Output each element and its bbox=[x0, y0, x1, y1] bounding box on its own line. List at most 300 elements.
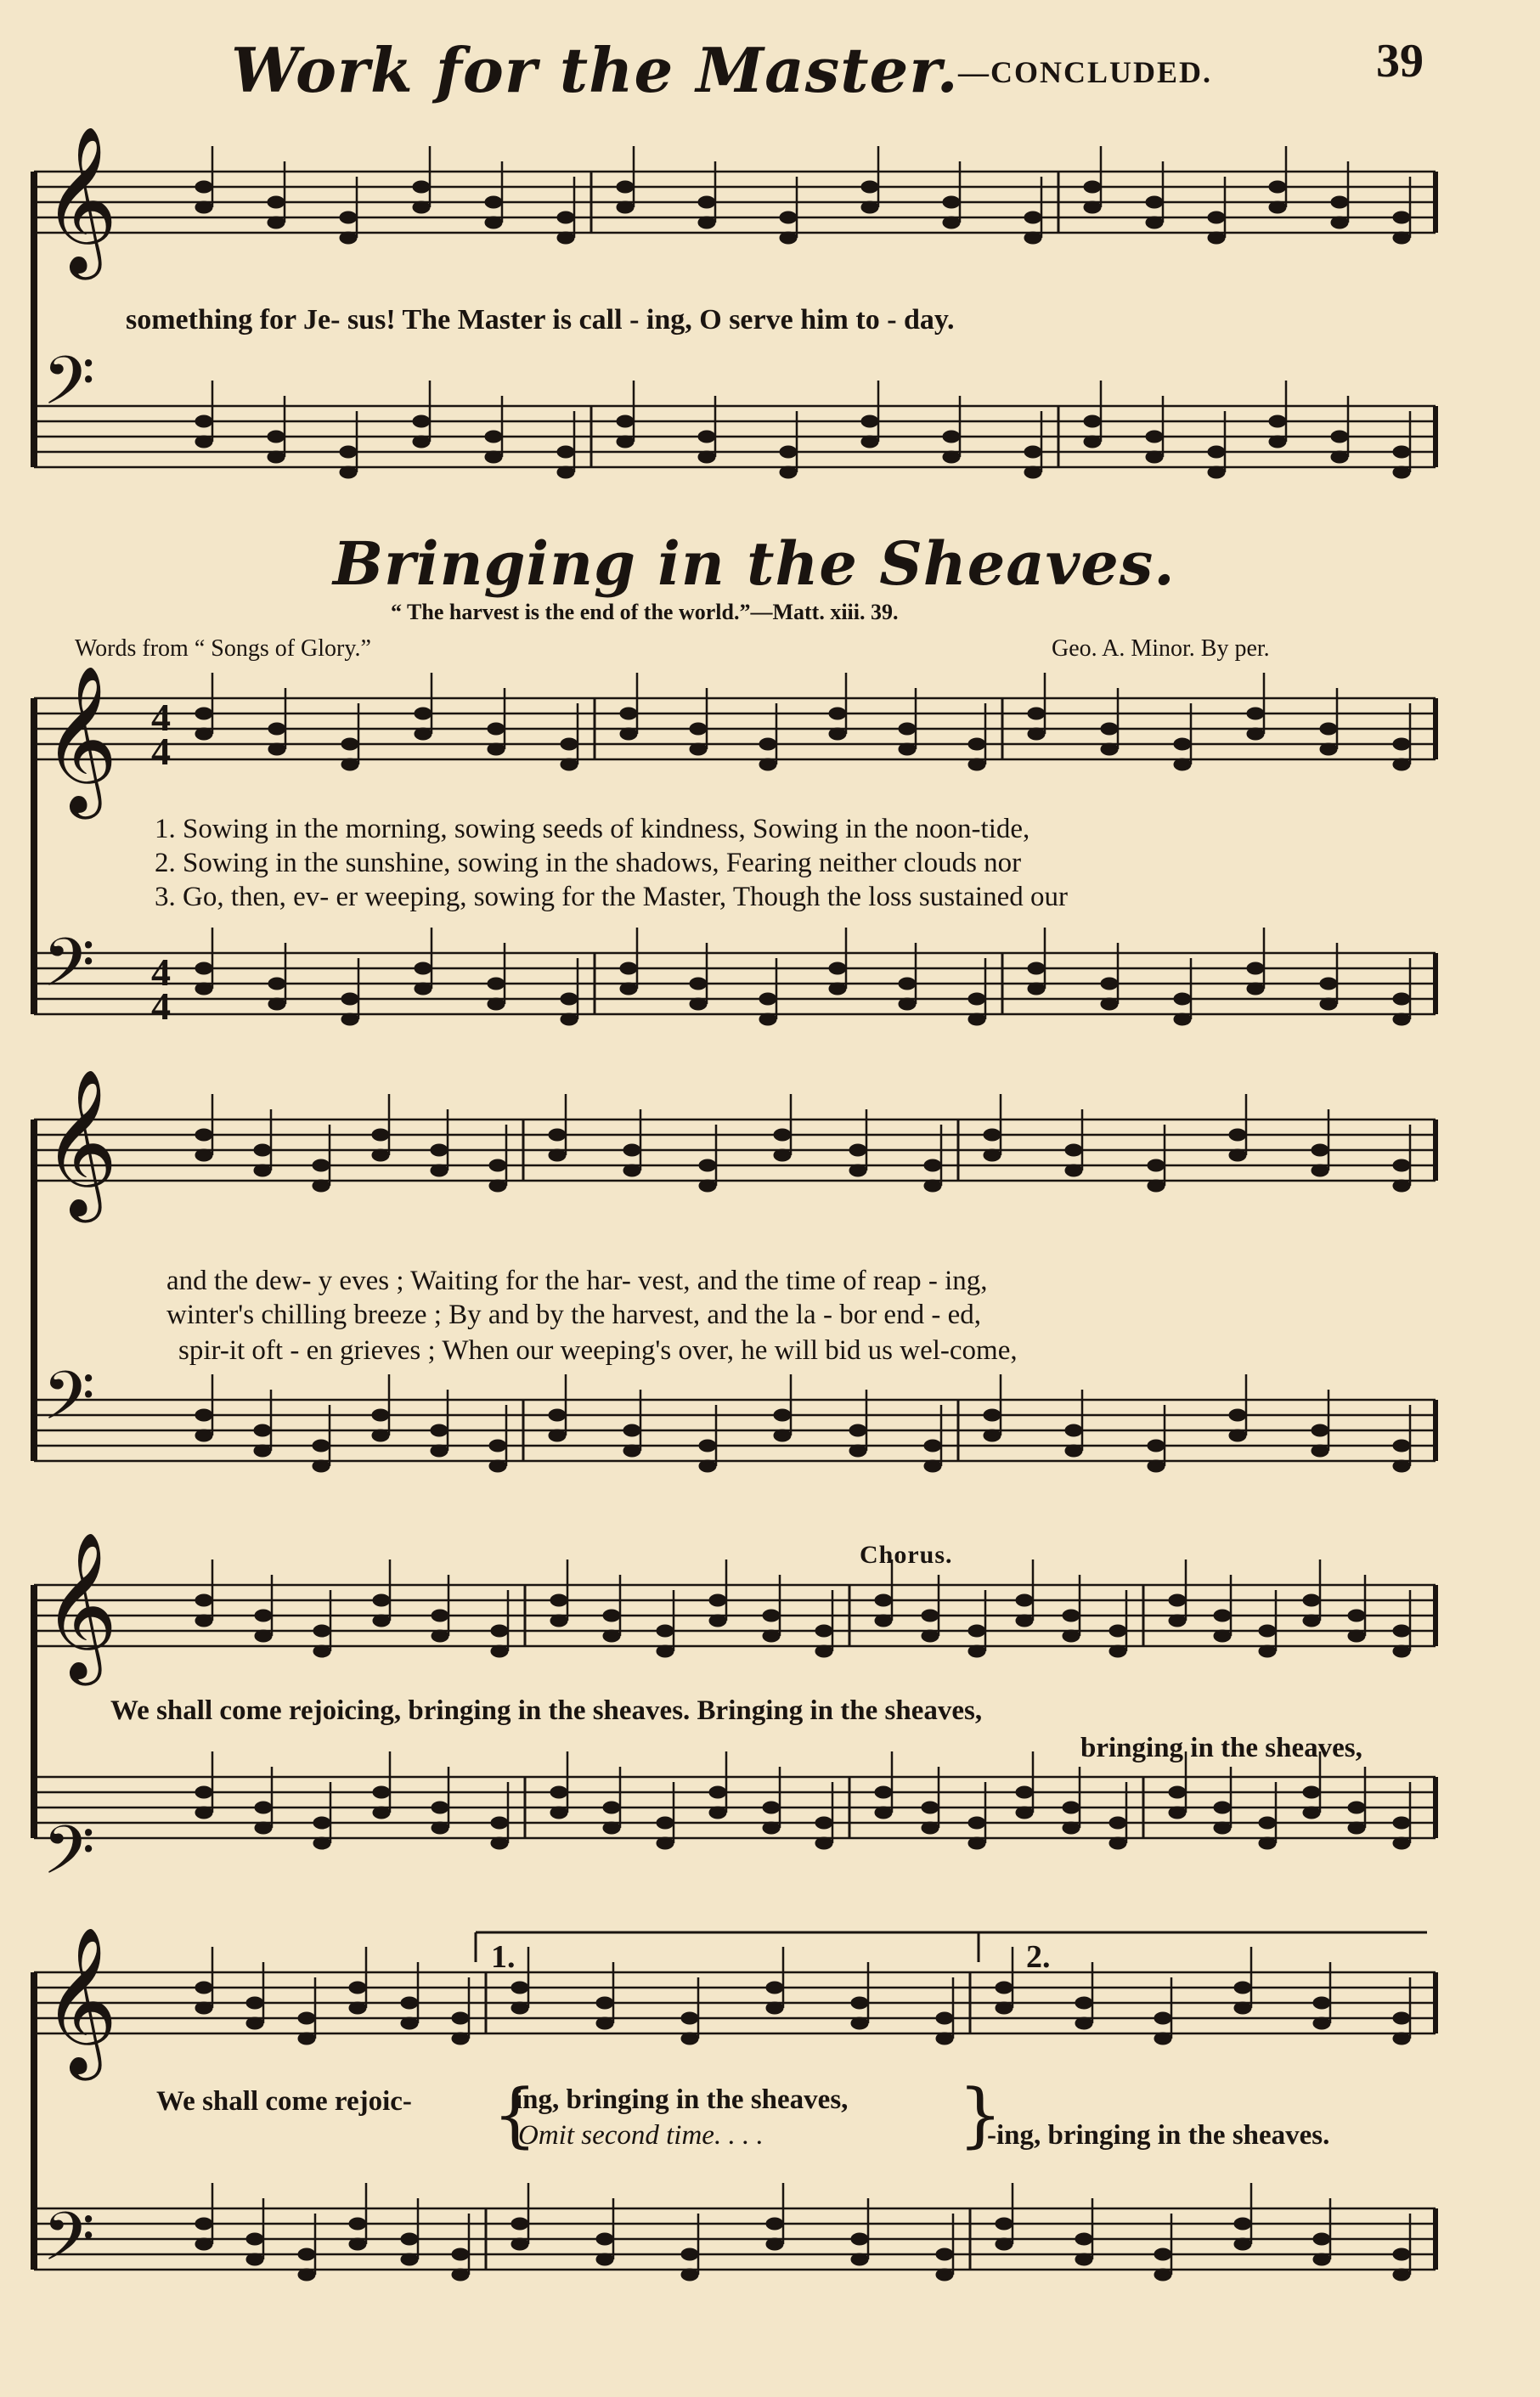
note-head bbox=[596, 2233, 613, 2245]
note-head bbox=[1393, 1837, 1410, 1849]
verse-3-line-2: spir-it oft - en grieves ; When our weeping's over, he will bid us wel-come, bbox=[178, 1335, 1018, 1366]
note-head bbox=[557, 232, 574, 244]
note-head bbox=[1148, 1460, 1165, 1472]
note-head bbox=[431, 1165, 448, 1176]
note-head bbox=[1303, 1615, 1320, 1627]
note-head bbox=[557, 466, 574, 478]
note-head bbox=[759, 759, 776, 770]
note-head bbox=[254, 1165, 271, 1176]
note-head bbox=[1101, 723, 1118, 735]
note-head bbox=[861, 201, 878, 213]
note-head bbox=[195, 962, 212, 974]
note-head bbox=[1109, 1645, 1126, 1657]
note-head bbox=[1214, 1822, 1231, 1834]
note-head bbox=[313, 1159, 330, 1171]
note-head bbox=[829, 728, 846, 740]
note-head bbox=[657, 1837, 674, 1849]
note-head bbox=[709, 1615, 726, 1627]
note-head bbox=[699, 1159, 716, 1171]
note-head bbox=[373, 1615, 390, 1627]
note-head bbox=[1234, 2238, 1251, 2250]
note-head bbox=[1101, 978, 1118, 990]
note-head bbox=[452, 2012, 469, 2024]
note-head bbox=[596, 2253, 613, 2265]
note-head bbox=[195, 1615, 212, 1627]
note-head bbox=[1393, 2248, 1410, 2260]
note-head bbox=[195, 2238, 212, 2250]
note-head bbox=[195, 1149, 212, 1161]
note-head bbox=[829, 983, 846, 995]
note-head bbox=[561, 759, 578, 770]
note-head bbox=[550, 1615, 567, 1627]
note-head bbox=[1393, 759, 1410, 770]
note-head bbox=[341, 993, 358, 1005]
note-head bbox=[1109, 1817, 1126, 1829]
note-head bbox=[698, 451, 715, 463]
note-head bbox=[1393, 738, 1410, 750]
note-head bbox=[195, 1594, 212, 1606]
note-head bbox=[255, 1802, 272, 1813]
note-head bbox=[246, 2233, 263, 2245]
note-head bbox=[349, 2238, 366, 2250]
note-head bbox=[1084, 415, 1101, 427]
note-head bbox=[1348, 1630, 1365, 1642]
note-head bbox=[268, 743, 285, 755]
note-head bbox=[815, 1817, 832, 1829]
note-head bbox=[1084, 181, 1101, 193]
treble-clef-icon: 𝄞 bbox=[42, 665, 118, 813]
note-head bbox=[1075, 2233, 1092, 2245]
note-head bbox=[875, 1594, 892, 1606]
note-head bbox=[1016, 1786, 1033, 1798]
note-head bbox=[372, 1149, 389, 1161]
hymn-title-continued: Work for the Master. bbox=[231, 34, 959, 106]
note-head bbox=[1174, 738, 1191, 750]
note-head bbox=[298, 2033, 315, 2044]
lyric-line: something for Je- sus! The Master is call - ing, O serve him to - day. bbox=[126, 304, 955, 336]
note-head bbox=[1393, 993, 1410, 1005]
note-head bbox=[1393, 212, 1410, 223]
note-head bbox=[195, 2218, 212, 2230]
note-head bbox=[924, 1440, 941, 1452]
note-head bbox=[195, 1982, 212, 1994]
note-head bbox=[485, 431, 502, 443]
note-head bbox=[943, 196, 960, 208]
note-head bbox=[984, 1409, 1001, 1421]
note-head bbox=[489, 1180, 506, 1192]
note-head bbox=[774, 1409, 791, 1421]
note-head bbox=[488, 743, 505, 755]
note-head bbox=[1320, 978, 1337, 990]
note-head bbox=[1269, 415, 1286, 427]
note-head bbox=[968, 759, 985, 770]
note-head bbox=[603, 1802, 620, 1813]
note-head bbox=[1312, 1165, 1328, 1176]
note-head bbox=[851, 2233, 868, 2245]
note-head bbox=[313, 1440, 330, 1452]
note-head bbox=[1320, 998, 1337, 1010]
note-head bbox=[415, 983, 432, 995]
note-head bbox=[1146, 431, 1163, 443]
epigraph: “ The harvest is the end of the world.”—Matt. xiii. 39. bbox=[391, 600, 899, 624]
bass-clef-icon: 𝄢 bbox=[42, 1356, 95, 1452]
note-head bbox=[861, 436, 878, 448]
note-head bbox=[254, 1424, 271, 1436]
note-head bbox=[1234, 1982, 1251, 1994]
chorus-lyric-line-2c: Omit second time. . . . bbox=[518, 2120, 764, 2151]
note-head bbox=[1169, 1807, 1186, 1819]
note-head bbox=[313, 1625, 330, 1637]
note-head bbox=[1169, 1615, 1186, 1627]
note-head bbox=[549, 1129, 566, 1141]
note-head bbox=[415, 728, 432, 740]
note-head bbox=[1028, 728, 1045, 740]
note-head bbox=[1148, 1440, 1165, 1452]
note-head bbox=[922, 1822, 939, 1834]
note-head bbox=[557, 446, 574, 458]
note-head bbox=[709, 1594, 726, 1606]
note-head bbox=[1320, 743, 1337, 755]
note-head bbox=[511, 2002, 528, 2014]
note-head bbox=[699, 1180, 716, 1192]
note-head bbox=[1154, 2269, 1171, 2281]
note-head bbox=[849, 1445, 866, 1457]
note-head bbox=[372, 1129, 389, 1141]
note-head bbox=[452, 2269, 469, 2281]
note-head bbox=[561, 1013, 578, 1025]
note-head bbox=[432, 1630, 448, 1642]
note-head bbox=[829, 708, 846, 719]
time-signature-bottom: 4 bbox=[151, 984, 171, 1028]
note-head bbox=[1393, 1440, 1410, 1452]
note-head bbox=[924, 1180, 941, 1192]
note-head bbox=[1229, 1149, 1246, 1161]
note-head bbox=[1348, 1610, 1365, 1622]
note-head bbox=[432, 1610, 448, 1622]
note-head bbox=[349, 2002, 366, 2014]
note-head bbox=[936, 2269, 953, 2281]
verse-3-line-1: 3. Go, then, ev- er weeping, sowing for the Master, Though the loss sustained our bbox=[155, 882, 1068, 912]
note-head bbox=[968, 1817, 985, 1829]
verse-1-line-1: 1. Sowing in the morning, sowing seeds of kindness, Sowing in the noon-tide, bbox=[155, 814, 1030, 844]
note-head bbox=[1393, 232, 1410, 244]
note-head bbox=[195, 181, 212, 193]
note-head bbox=[511, 2238, 528, 2250]
note-head bbox=[759, 993, 776, 1005]
note-head bbox=[401, 2017, 418, 2029]
note-head bbox=[549, 1149, 566, 1161]
note-head bbox=[1063, 1630, 1080, 1642]
chorus-lyric-line-1: We shall come rejoicing, bringing in the sheaves. Bringing in the sheaves, bbox=[110, 1695, 983, 1726]
verse-1-line-2: and the dew- y eves ; Waiting for the har- vest, and the time of reap - ing, bbox=[166, 1266, 988, 1296]
note-head bbox=[255, 1610, 272, 1622]
note-head bbox=[1169, 1786, 1186, 1798]
note-head bbox=[620, 728, 637, 740]
note-head bbox=[759, 1013, 776, 1025]
time-signature-top: 4 bbox=[151, 950, 171, 994]
note-head bbox=[851, 2017, 868, 2029]
note-head bbox=[488, 998, 505, 1010]
note-head bbox=[1312, 1424, 1328, 1436]
note-head bbox=[699, 1440, 716, 1452]
note-head bbox=[340, 212, 357, 223]
note-head bbox=[698, 431, 715, 443]
brace-right: } bbox=[958, 2075, 1003, 2156]
note-head bbox=[968, 738, 985, 750]
note-head bbox=[899, 723, 916, 735]
note-head bbox=[849, 1424, 866, 1436]
note-head bbox=[1393, 1159, 1410, 1171]
note-head bbox=[1229, 1409, 1246, 1421]
note-head bbox=[550, 1786, 567, 1798]
note-head bbox=[298, 2012, 315, 2024]
note-head bbox=[851, 2253, 868, 2265]
note-head bbox=[1024, 232, 1041, 244]
note-head bbox=[485, 451, 502, 463]
note-head bbox=[924, 1159, 941, 1171]
note-head bbox=[1247, 728, 1264, 740]
note-head bbox=[766, 2002, 783, 2014]
note-head bbox=[774, 1430, 791, 1441]
note-head bbox=[1109, 1625, 1126, 1637]
note-head bbox=[268, 431, 285, 443]
note-head bbox=[1084, 436, 1101, 448]
note-head bbox=[875, 1807, 892, 1819]
note-head bbox=[491, 1625, 508, 1637]
note-head bbox=[1320, 723, 1337, 735]
note-head bbox=[372, 1430, 389, 1441]
note-head bbox=[431, 1445, 448, 1457]
note-head bbox=[922, 1610, 939, 1622]
note-head bbox=[298, 2248, 315, 2260]
note-head bbox=[763, 1822, 780, 1834]
note-head bbox=[340, 466, 357, 478]
note-head bbox=[1024, 212, 1041, 223]
note-head bbox=[195, 1786, 212, 1798]
note-head bbox=[681, 2248, 698, 2260]
note-head bbox=[968, 1625, 985, 1637]
note-head bbox=[489, 1159, 506, 1171]
note-head bbox=[1148, 1159, 1165, 1171]
note-head bbox=[372, 1409, 389, 1421]
note-head bbox=[340, 446, 357, 458]
note-head bbox=[413, 415, 430, 427]
note-head bbox=[401, 2253, 418, 2265]
note-head bbox=[774, 1149, 791, 1161]
brace-left: { bbox=[493, 2075, 538, 2156]
note-head bbox=[968, 993, 985, 1005]
note-head bbox=[774, 1129, 791, 1141]
note-head bbox=[1269, 181, 1286, 193]
note-head bbox=[341, 1013, 358, 1025]
note-head bbox=[349, 2218, 366, 2230]
note-head bbox=[849, 1144, 866, 1156]
note-head bbox=[698, 217, 715, 228]
note-head bbox=[268, 998, 285, 1010]
note-head bbox=[268, 451, 285, 463]
note-head bbox=[452, 2033, 469, 2044]
note-head bbox=[195, 415, 212, 427]
concluded-label: —CONCLUDED. bbox=[958, 55, 1213, 89]
note-head bbox=[984, 1129, 1001, 1141]
note-head bbox=[875, 1615, 892, 1627]
note-head bbox=[561, 993, 578, 1005]
note-head bbox=[373, 1807, 390, 1819]
note-head bbox=[780, 466, 797, 478]
verse-2-line-1: 2. Sowing in the sunshine, sowing in the shadows, Fearing neither clouds nor bbox=[155, 848, 1022, 878]
note-head bbox=[681, 2033, 698, 2044]
note-head bbox=[766, 2218, 783, 2230]
note-head bbox=[1331, 196, 1348, 208]
note-head bbox=[452, 2248, 469, 2260]
note-head bbox=[709, 1786, 726, 1798]
note-head bbox=[195, 1409, 212, 1421]
note-head bbox=[489, 1460, 506, 1472]
note-head bbox=[699, 1460, 716, 1472]
first-ending-label: 1. bbox=[491, 1939, 516, 1975]
note-head bbox=[1393, 446, 1410, 458]
verse-2-line-2: winter's chilling breeze ; By and by the harvest, and the la - bor end - ed, bbox=[166, 1300, 981, 1330]
note-head bbox=[1393, 1460, 1410, 1472]
note-head bbox=[617, 201, 634, 213]
note-head bbox=[246, 2017, 263, 2029]
note-head bbox=[620, 708, 637, 719]
song-title: Bringing in the Sheaves. bbox=[333, 528, 1176, 599]
note-head bbox=[899, 978, 916, 990]
bass-clef-icon: 𝄢 bbox=[42, 2197, 95, 2293]
note-head bbox=[690, 723, 707, 735]
note-head bbox=[1393, 1817, 1410, 1829]
note-head bbox=[1331, 451, 1348, 463]
chorus-lyric-line-1b: bringing in the sheaves, bbox=[1080, 1733, 1362, 1763]
note-head bbox=[681, 2012, 698, 2024]
note-head bbox=[1016, 1594, 1033, 1606]
note-head bbox=[488, 978, 505, 990]
note-head bbox=[1065, 1445, 1082, 1457]
note-head bbox=[341, 738, 358, 750]
note-head bbox=[401, 2233, 418, 2245]
note-head bbox=[851, 1997, 868, 2009]
note-head bbox=[313, 1817, 330, 1829]
note-head bbox=[984, 1430, 1001, 1441]
note-head bbox=[195, 708, 212, 719]
note-head bbox=[617, 181, 634, 193]
note-head bbox=[246, 1997, 263, 2009]
note-head bbox=[511, 2218, 528, 2230]
note-head bbox=[349, 1982, 366, 1994]
note-head bbox=[313, 1645, 330, 1657]
note-head bbox=[936, 2248, 953, 2260]
note-head bbox=[488, 723, 505, 735]
composer-credit: Geo. A. Minor. By per. bbox=[1052, 635, 1270, 662]
note-head bbox=[1148, 1180, 1165, 1192]
note-head bbox=[1313, 2233, 1330, 2245]
note-head bbox=[766, 2238, 783, 2250]
note-head bbox=[1146, 217, 1163, 228]
note-head bbox=[780, 232, 797, 244]
treble-clef-icon: 𝄞 bbox=[42, 1531, 118, 1679]
note-head bbox=[763, 1610, 780, 1622]
note-head bbox=[603, 1610, 620, 1622]
note-head bbox=[1393, 1180, 1410, 1192]
note-head bbox=[1016, 1807, 1033, 1819]
note-head bbox=[373, 1786, 390, 1798]
note-head bbox=[549, 1430, 566, 1441]
note-head bbox=[195, 983, 212, 995]
note-head bbox=[1028, 708, 1045, 719]
note-head bbox=[709, 1807, 726, 1819]
note-head bbox=[1208, 446, 1225, 458]
note-head bbox=[690, 978, 707, 990]
note-head bbox=[195, 2002, 212, 2014]
note-head bbox=[1313, 2253, 1330, 2265]
note-head bbox=[255, 1630, 272, 1642]
note-head bbox=[1154, 2248, 1171, 2260]
note-head bbox=[246, 2253, 263, 2265]
note-head bbox=[996, 2238, 1013, 2250]
note-head bbox=[690, 743, 707, 755]
note-head bbox=[617, 415, 634, 427]
time-signature-bottom: 4 bbox=[151, 730, 171, 773]
note-head bbox=[943, 217, 960, 228]
note-head bbox=[413, 181, 430, 193]
note-head bbox=[268, 196, 285, 208]
note-head bbox=[415, 708, 432, 719]
note-head bbox=[431, 1424, 448, 1436]
note-head bbox=[1331, 217, 1348, 228]
note-head bbox=[485, 217, 502, 228]
note-head bbox=[936, 2033, 953, 2044]
note-head bbox=[849, 1165, 866, 1176]
note-head bbox=[657, 1817, 674, 1829]
note-head bbox=[996, 1982, 1013, 1994]
note-head bbox=[943, 431, 960, 443]
note-head bbox=[415, 962, 432, 974]
note-head bbox=[1393, 2269, 1410, 2281]
note-head bbox=[1247, 962, 1264, 974]
note-head bbox=[861, 415, 878, 427]
note-head bbox=[1063, 1802, 1080, 1813]
note-head bbox=[1101, 998, 1118, 1010]
note-head bbox=[681, 2269, 698, 2281]
note-head bbox=[1303, 1807, 1320, 1819]
note-head bbox=[623, 1144, 640, 1156]
note-head bbox=[550, 1807, 567, 1819]
note-head bbox=[1174, 993, 1191, 1005]
chorus-lyric-line-2d: -ing, bringing in the sheaves. bbox=[987, 2120, 1330, 2151]
note-head bbox=[943, 451, 960, 463]
note-head bbox=[1348, 1802, 1365, 1813]
note-head bbox=[815, 1837, 832, 1849]
note-head bbox=[340, 232, 357, 244]
note-head bbox=[313, 1460, 330, 1472]
note-head bbox=[759, 738, 776, 750]
note-head bbox=[603, 1630, 620, 1642]
note-head bbox=[431, 1144, 448, 1156]
note-head bbox=[815, 1625, 832, 1637]
note-head bbox=[432, 1822, 448, 1834]
note-head bbox=[1229, 1430, 1246, 1441]
treble-clef-icon: 𝄞 bbox=[42, 1926, 118, 2074]
note-head bbox=[1065, 1144, 1082, 1156]
note-head bbox=[698, 196, 715, 208]
note-head bbox=[984, 1149, 1001, 1161]
note-head bbox=[489, 1440, 506, 1452]
note-head bbox=[1146, 196, 1163, 208]
note-head bbox=[620, 983, 637, 995]
note-head bbox=[875, 1786, 892, 1798]
note-head bbox=[1259, 1837, 1276, 1849]
